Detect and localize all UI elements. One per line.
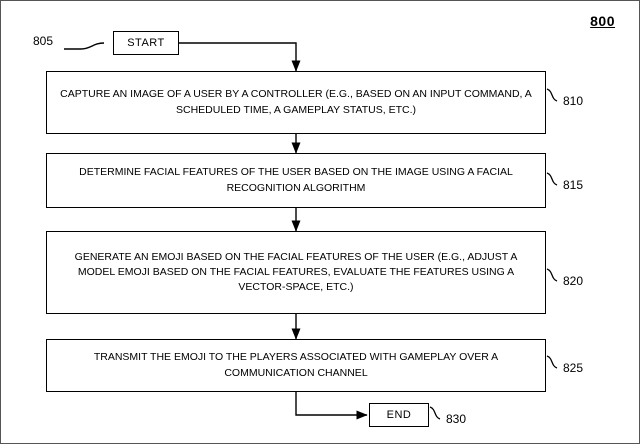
node-step-810 <box>46 71 546 134</box>
figure-number: 800 <box>590 13 615 29</box>
node-step-815-label: DETERMINE FACIAL FEATURES OF THE USER BASED ON THE IMAGE USING A FACIAL RECOGNITION ALGORITHM <box>79 166 513 194</box>
node-step-820 <box>46 231 546 314</box>
node-step-820-label: GENERATE AN EMOJI BASED ON THE FACIAL FEATURES OF THE USER (E.G., ADJUST A MODEL EMOJI BASED ON THE FACIAL FEATURES, EVALUATE THE FEATURES USING A VECTOR-SPACE, ETC.) <box>74 250 518 294</box>
node-step-810-label: CAPTURE AN IMAGE OF A USER BY A CONTROLLER (E.G., BASED ON AN INPUT COMMAND, A SCHEDULED TIME, A GAMEPLAY STATUS, ETC.) <box>60 88 532 116</box>
node-end-label: END <box>386 409 412 421</box>
reference-805: 805 <box>32 34 53 48</box>
reference-815: 815 <box>563 178 584 192</box>
node-step-815 <box>46 153 546 208</box>
node-start <box>113 31 179 55</box>
reference-820: 820 <box>563 274 584 288</box>
node-start-label: START <box>127 37 165 49</box>
node-end <box>369 403 429 427</box>
reference-810: 810 <box>563 94 584 108</box>
node-step-825-label: TRANSMIT THE EMOJI TO THE PLAYERS ASSOCIATED WITH GAMEPLAY OVER A COMMUNICATION CHANNEL <box>93 351 499 379</box>
reference-830: 830 <box>446 412 467 426</box>
node-step-825 <box>46 339 546 392</box>
reference-825: 825 <box>563 361 584 375</box>
